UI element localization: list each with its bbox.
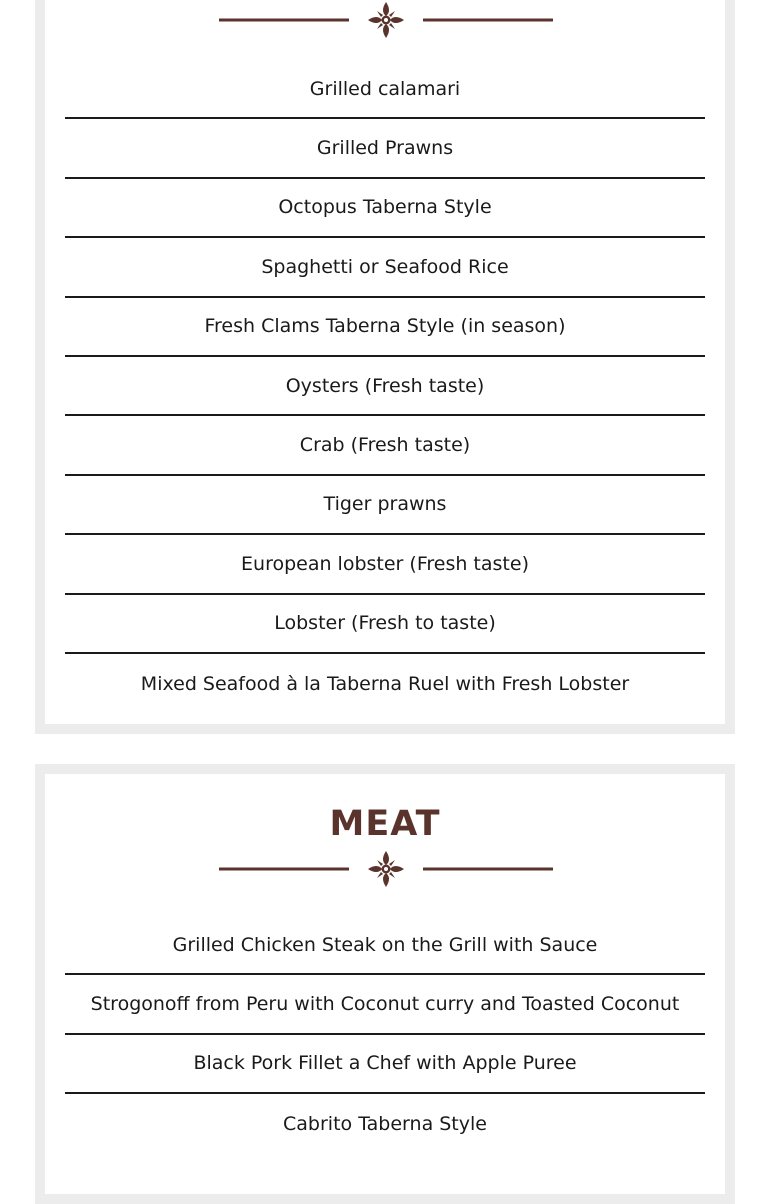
menu-item: Tiger prawns bbox=[65, 476, 705, 535]
fleur-ornament-icon bbox=[219, 849, 553, 889]
menu-item: Grilled calamari bbox=[65, 60, 705, 119]
menu-item: Lobster (Fresh to taste) bbox=[65, 595, 705, 654]
menu-item: Octopus Taberna Style bbox=[65, 179, 705, 238]
meat-menu-card bbox=[35, 764, 735, 1204]
seafood-menu-card bbox=[35, 0, 735, 734]
menu-item: Cabrito Taberna Style bbox=[283, 1112, 487, 1135]
menu-item: Strogonoff from Peru with Coconut curry and Toasted Coconut bbox=[65, 975, 705, 1034]
title-divider bbox=[219, 0, 553, 40]
menu-item: Grilled Chicken Steak on the Grill with Sauce bbox=[65, 916, 705, 975]
fleur-ornament-icon bbox=[219, 0, 553, 40]
seafood-menu-list bbox=[65, 60, 705, 713]
meat-menu-list bbox=[65, 916, 705, 1154]
menu-item: Mixed Seafood à la Taberna Ruel with Fresh Lobster bbox=[140, 672, 630, 695]
menu-item: European lobster (Fresh taste) bbox=[65, 535, 705, 594]
section-title: MEAT bbox=[329, 804, 441, 844]
menu-item: Crab (Fresh taste) bbox=[65, 416, 705, 475]
menu-item: Black Pork Fillet a Chef with Apple Puree bbox=[65, 1035, 705, 1094]
menu-item: Oysters (Fresh taste) bbox=[65, 357, 705, 416]
title-divider bbox=[219, 849, 553, 889]
menu-item: Fresh Clams Taberna Style (in season) bbox=[65, 298, 705, 357]
menu-item: Grilled Prawns bbox=[65, 119, 705, 178]
menu-item: Spaghetti or Seafood Rice bbox=[65, 238, 705, 297]
